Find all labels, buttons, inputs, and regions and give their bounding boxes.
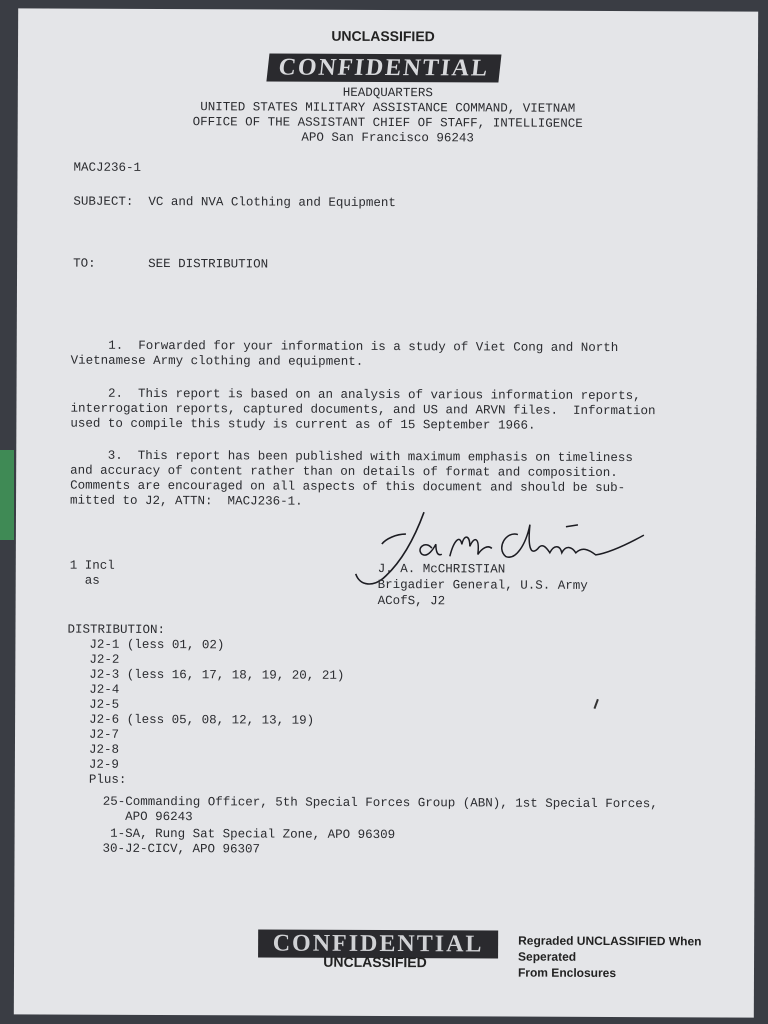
paragraph-3-line-1: 3. This report has been published with maximum emphasis on timeliness — [70, 448, 633, 466]
pen-mark — [594, 699, 599, 709]
distribution-plus-item: 25-Commanding Officer, 5th Special Forces Group (ABN), 1st Special Forces, — [102, 794, 658, 812]
header-office: OFFICE OF THE ASSISTANT CHIEF OF STAFF, INTELLIGENCE — [192, 115, 583, 131]
signature-script-text: J. A. McChristian — [355, 589, 377, 593]
distribution-item: J2-2 — [89, 652, 120, 667]
distribution-plus-item: 1-SA, Rung Sat Special Zone, APO 96309 — [102, 826, 396, 843]
signer-office: ACofS, J2 — [377, 593, 446, 609]
distribution-item: J2-4 — [89, 682, 120, 697]
regraded-line-2: From Enclosures — [517, 965, 617, 981]
distribution-item: J2-8 — [88, 742, 120, 757]
reference-number: MACJ236-1 — [73, 160, 142, 175]
regraded-note — [518, 933, 754, 982]
paragraph-2-line-2: interrogation reports, captured documents, and US and ARVN files. Information — [70, 401, 656, 419]
signer-name: J. A. McCHRISTIAN — [377, 561, 506, 577]
paragraph-2-line-3: used to compile this study is current as of 15 September 1966. — [70, 416, 536, 433]
subject-line: SUBJECT: VC and NVA Clothing and Equipment — [73, 194, 396, 211]
distribution-item: J2-9 — [88, 757, 119, 772]
paragraph-3-line-3: Comments are encouraged on all aspects of this document and should be sub- — [70, 478, 626, 496]
distribution-item: J2-7 — [88, 727, 120, 742]
distribution-item: J2-6 (less 05, 08, 12, 13, 19) — [89, 712, 315, 728]
to-line: TO: SEE DISTRIBUTION — [73, 256, 269, 272]
paragraph-3-line-4: mitted to J2, ATTN: MACJ236-1. — [70, 493, 303, 509]
distribution-plus-item: APO 96243 — [102, 809, 193, 825]
distribution-item: J2-1 (less 01, 02) — [89, 637, 225, 653]
top-unclassified-stamp: UNCLASSIFIED — [331, 27, 435, 45]
enclosure-line-1: 1 Incl — [69, 558, 115, 573]
paragraph-1-line-1: 1. Forwarded for your information is a study of Viet Cong and North — [70, 338, 619, 356]
document-page — [14, 8, 758, 1017]
distribution-item: J2-5 — [89, 697, 120, 712]
header-apo: APO San Francisco 96243 — [301, 130, 474, 146]
header-hq: HEADQUARTERS — [342, 85, 433, 101]
signer-rank: Brigadier General, U.S. Army — [377, 577, 588, 593]
regraded-line-1: Regraded UNCLASSIFIED When Seperated — [518, 933, 702, 964]
paragraph-3-line-2: and accuracy of content rather than on details of format and composition. — [70, 463, 618, 481]
distribution-heading: DISTRIBUTION: — [67, 622, 166, 638]
bottom-unclassified-stamp: UNCLASSIFIED — [323, 953, 427, 971]
paragraph-1-line-2: Vietnamese Army clothing and equipment. — [70, 353, 364, 369]
header-command: UNITED STATES MILITARY ASSISTANCE COMMAND, VIETNAM — [200, 100, 576, 116]
binder-edge — [0, 450, 14, 540]
top-confidential-stamp: CONFIDENTIAL — [266, 53, 501, 82]
paragraph-2-line-1: 2. This report is based on an analysis of various information reports, — [70, 386, 641, 404]
distribution-plus-label: Plus: — [88, 772, 127, 787]
distribution-item: J2-3 (less 16, 17, 18, 19, 20, 21) — [89, 667, 345, 683]
enclosure-line-2: as — [69, 573, 100, 588]
bottom-confidential-stamp: CONFIDENTIAL — [258, 929, 498, 958]
distribution-plus-item: 30-J2-CICV, APO 96307 — [102, 841, 261, 857]
